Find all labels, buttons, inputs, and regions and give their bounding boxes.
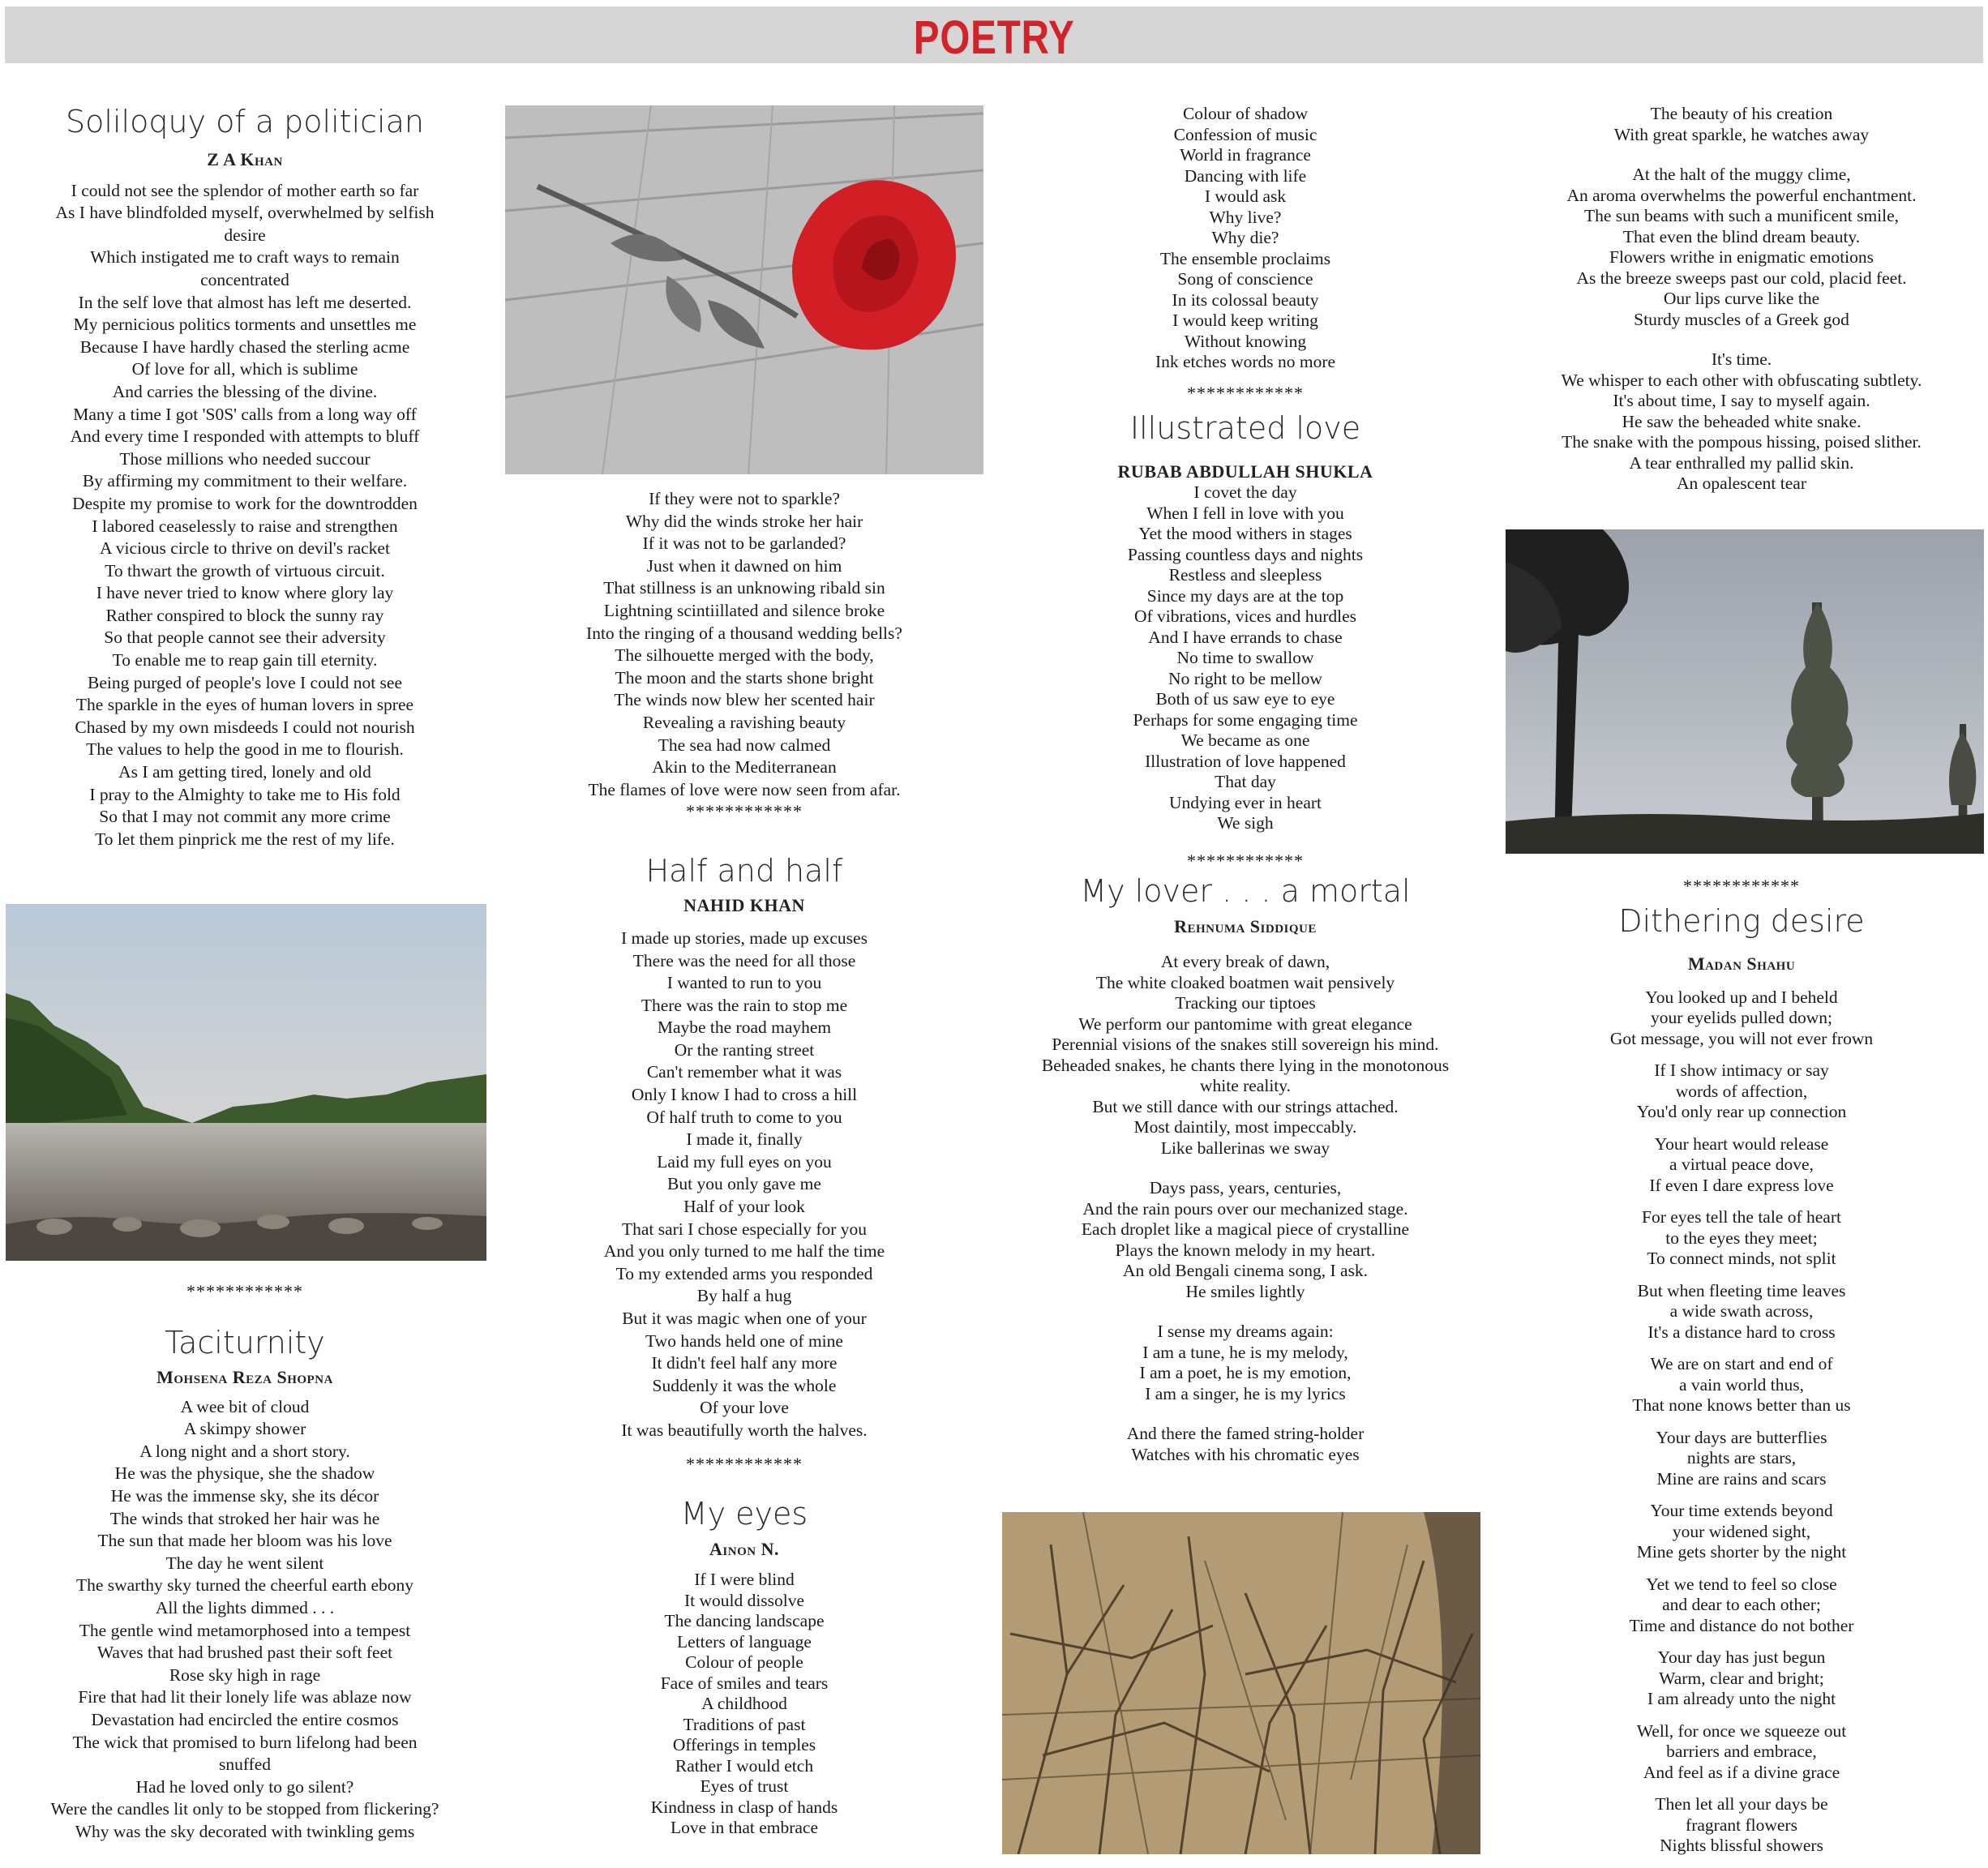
poem-line: There was the rain to stop me <box>641 995 848 1015</box>
poem-title-my-lover: My lover . . . a mortal <box>1080 872 1411 909</box>
poem-line: a vain world thus, <box>1678 1374 1805 1395</box>
poem-line: To thwart the growth of virtuous circuit. <box>105 560 385 581</box>
poem-line: If even I dare express love <box>1649 1175 1834 1195</box>
poem-line: The gentle wind metamorphosed into a tempest <box>79 1620 411 1640</box>
poem-line: A tear enthralled my pallid skin. <box>1629 452 1854 473</box>
poem-body-soliloquy <box>16 180 473 851</box>
poem-line: Why was the sky decorated with twinkling gems <box>75 1821 415 1841</box>
separator-stars: ************ <box>1187 850 1304 871</box>
poem-line: We are on start and end of <box>1650 1354 1833 1374</box>
poem-line: snuffed <box>218 1754 272 1775</box>
poem-title-half-and-half: Half and half <box>645 853 843 889</box>
poem-line: Of half truth to come to you <box>646 1107 842 1127</box>
poem-line: Since my days are at the top <box>1146 585 1344 606</box>
poem-stanza <box>1498 1575 1985 1637</box>
poem-line: Illustration of love happened <box>1145 751 1346 771</box>
poem-line: Restless and sleepless <box>1168 565 1322 585</box>
poem-line: So that people cannot see their adversity <box>104 628 386 648</box>
poem-line: Devastation had encircled the entire cosmos <box>91 1709 399 1729</box>
poem-line: Flowers writhe in enigmatic emotions <box>1609 247 1874 267</box>
rose-image <box>505 105 983 474</box>
poem-line: I could not see the splendor of mother earth so far <box>71 180 419 200</box>
poem-line: Colour of shadow <box>1182 104 1309 123</box>
poem-line: As I am getting tired, lonely and old <box>118 762 371 782</box>
rose-photo <box>505 105 983 474</box>
poem-stanza <box>1498 165 1985 330</box>
poem-author-rubab: RUBAB ABDULLAH SHUKLA <box>1117 461 1373 482</box>
poem-line: nights are stars, <box>1686 1448 1797 1468</box>
poem-line: Just when it dawned on him <box>646 555 842 576</box>
poem-line: For eyes tell the tale of heart <box>1642 1207 1841 1227</box>
poem-line: In its colossal beauty <box>1172 289 1319 310</box>
poem-line: Of your love <box>700 1398 789 1418</box>
poem-stanza <box>1498 1060 1985 1123</box>
poem-line: Laid my full eyes on you <box>657 1151 832 1172</box>
poem-line: Eyes of trust <box>700 1776 789 1797</box>
poem-line: The ensemble proclaims <box>1159 248 1331 268</box>
poem-line: Face of smiles and tears <box>660 1673 829 1693</box>
section-title: POETRY <box>913 11 1075 64</box>
poem-body-my-eyes <box>516 1570 973 1839</box>
poem-line: You'd only rear up connection <box>1636 1102 1847 1122</box>
separator-stars: ************ <box>686 1453 803 1474</box>
poem-line: The sea had now calmed <box>658 735 831 755</box>
poem-line: I have never tried to know where glory lay <box>96 583 394 603</box>
column-3 <box>1002 104 1489 1465</box>
poem-stanza <box>1498 1721 1985 1784</box>
poem-line: The values to help the good in me to flourish. <box>86 739 404 760</box>
poem-line: Our lips curve like the <box>1663 289 1820 308</box>
poem-line: I would ask <box>1204 186 1287 206</box>
poem-line: A skimpy shower <box>183 1419 306 1439</box>
poem-line: Had he loved only to go silent? <box>135 1776 354 1797</box>
poem-line: A long night and a short story. <box>139 1441 350 1461</box>
poem-line: Well, for once we squeeze out <box>1636 1720 1847 1741</box>
poem-title-dithering-desire: Dithering desire <box>1618 903 1865 939</box>
poem-line: words of affection, <box>1675 1081 1808 1101</box>
poem-line: The white cloaked boatmen wait pensively <box>1095 972 1395 992</box>
poem-author-mohsena: Mohsena Reza Shopna <box>156 1366 333 1387</box>
poem-line: Got message, you will not ever frown <box>1609 1028 1874 1048</box>
poem-line: Both of us saw eye to eye <box>1155 689 1335 709</box>
poem-line: Like ballerinas we sway <box>1160 1138 1330 1158</box>
separator-stars: ************ <box>1187 382 1304 403</box>
poem-line: Mine are rains and scars <box>1656 1468 1827 1489</box>
poem-stanza <box>1002 1424 1489 1465</box>
poem-line: We whisper to each other with obfuscating subtlety. <box>1561 370 1922 390</box>
poem-stanza <box>1498 1134 1985 1197</box>
poem-line: And the rain pours over our mechanized stage. <box>1082 1198 1408 1219</box>
poem-line: Revealing a ravishing beauty <box>642 712 846 732</box>
poem-line: Without knowing <box>1184 331 1307 351</box>
poem-line: Mine gets shorter by the night <box>1636 1542 1847 1562</box>
poem-line: It's time. <box>1711 349 1772 369</box>
poem-body-my-lover <box>1002 952 1489 1465</box>
thicket-photo <box>1002 1512 1480 1854</box>
poem-line: That stillness is an unknowing ribald sin <box>603 578 885 598</box>
poem-line: Or the ranting street <box>674 1039 815 1060</box>
poem-line: Offerings in temples <box>672 1735 816 1755</box>
poem-line: He was the immense sky, she its décor <box>110 1485 379 1506</box>
separator-stars: ************ <box>1683 876 1800 896</box>
poem-line: There was the need for all those <box>632 950 856 970</box>
poem-line: If it was not to be garlanded? <box>642 533 846 554</box>
poem-line: A vicious circle to thrive on devil's racket <box>100 538 390 559</box>
poem-line: And feel as if a divine grace <box>1643 1762 1840 1782</box>
poem-title-taciturnity: Taciturnity <box>165 1325 325 1360</box>
poem-line: My pernicious politics torments and unsettles me <box>73 315 417 335</box>
poem-line: Of vibrations, vices and hurdles <box>1133 606 1357 627</box>
stanza-gap <box>1002 1404 1489 1424</box>
column-2 <box>516 488 973 1839</box>
poem-line: to the eyes they meet; <box>1665 1227 1818 1248</box>
poem-line: The winds now blew her scented hair <box>614 690 875 710</box>
poem-line: Maybe the road mayhem <box>657 1018 832 1038</box>
poem-line: The moon and the starts shone bright <box>615 667 874 688</box>
poem-line: And carries the blessing of the divine. <box>112 381 378 401</box>
poem-line: I sense my dreams again: <box>1157 1322 1334 1342</box>
poem-author-madan-shahu: Madan Shahu <box>1687 953 1796 974</box>
poem-line: To connect minds, not split <box>1647 1249 1836 1269</box>
separator-stars: ************ <box>686 801 803 822</box>
poem-title-my-eyes: My eyes <box>680 1495 808 1532</box>
poem-line: And I have errands to chase <box>1148 627 1343 647</box>
poem-stanza <box>1498 1354 1985 1416</box>
poem-author-nahid-khan: NAHID KHAN <box>683 894 805 915</box>
poem-line: To my extended arms you responded <box>615 1263 873 1283</box>
poem-line: your widened sight, <box>1672 1521 1811 1541</box>
poem-body-illustrated-love <box>1002 482 1489 834</box>
poem-line: He was the physique, she the shadow <box>114 1463 375 1484</box>
poem-stanza <box>1498 1428 1985 1490</box>
poem-stanza <box>1002 1178 1489 1302</box>
poem-stanza <box>1498 1501 1985 1563</box>
poem-line: Nights blissful showers <box>1660 1836 1823 1856</box>
trees-image <box>1506 529 1984 854</box>
poem-line: A wee bit of cloud <box>180 1396 310 1416</box>
poem-line: And every time I responded with attempts to bluff <box>70 426 420 447</box>
poem-stanza <box>1498 349 1985 495</box>
poem-line: As I have blindfolded myself, overwhelmed by selfish <box>55 203 435 223</box>
poem-line: We perform our pantomime with great elegance <box>1078 1013 1412 1034</box>
poem-line: Undying ever in heart <box>1168 792 1322 812</box>
poem-line: Kindness in clasp of hands <box>650 1797 838 1817</box>
poem-line: An opalescent tear <box>1677 473 1806 493</box>
poem-line: Your time extends beyond <box>1650 1501 1833 1521</box>
poem-line: Only I know I had to cross a hill <box>631 1085 858 1105</box>
poem-line: When I fell in love with you <box>1146 503 1344 523</box>
poem-line: The sparkle in the eyes of human lovers in spree <box>75 695 414 715</box>
poem-line: If they were not to sparkle? <box>649 489 840 508</box>
poem-stanza <box>1498 1281 1985 1343</box>
poem-stanza <box>1498 1647 1985 1710</box>
poem-line: But we still dance with our strings attached. <box>1092 1096 1399 1116</box>
poem-line: Beheaded snakes, he chants there lying in the monotonous <box>1041 1055 1450 1075</box>
poem-line: Love in that embrace <box>670 1818 819 1838</box>
poem-line: Were the candles lit only to be stopped from flickering? <box>50 1799 439 1819</box>
poem-line: The swarthy sky turned the cheerful earth ebony <box>75 1575 414 1596</box>
poem-line: We became as one <box>1180 730 1310 751</box>
poem-line: A childhood <box>701 1694 787 1714</box>
poem-body-taciturnity <box>16 1396 473 1844</box>
poem-line: Why live? <box>1209 207 1282 227</box>
poem-author-ainon: Ainon N. <box>709 1539 779 1560</box>
column-4-lower <box>1498 876 1985 1868</box>
poem-line: The sun that made her bloom was his love <box>97 1531 392 1551</box>
poem-line: Sturdy muscles of a Greek god <box>1634 309 1849 329</box>
poem-line: Can't remember what it was <box>646 1062 842 1082</box>
poem-stanza <box>1498 1794 1985 1857</box>
poem-line: The day he went silent <box>165 1553 324 1573</box>
poem-line: a wide swath across, <box>1669 1301 1814 1322</box>
poem-line: Waves that had brushed past their soft feet <box>96 1643 393 1663</box>
poem-line: and dear to each other; <box>1662 1595 1821 1615</box>
poem-line: Song of conscience <box>1177 269 1313 289</box>
poem-line: Many a time I got 'S0S' calls from a long way off <box>73 404 417 424</box>
poem-line: Perhaps for some engaging time <box>1133 709 1358 730</box>
poem-line: The winds that stroked her hair was he <box>109 1508 380 1528</box>
section-banner <box>5 6 1983 63</box>
poem-line: Lightning scintiillated and silence broke <box>603 600 885 620</box>
poem-line: By affirming my commitment to their welfare. <box>82 471 408 491</box>
poem-line: Time and distance do not bother <box>1629 1615 1854 1635</box>
poem-line: And there the famed string-holder <box>1126 1424 1365 1444</box>
poem-line: Then let all your days be <box>1655 1794 1828 1814</box>
poem-body-dithering-desire <box>1498 988 1985 1857</box>
poem-line: Rose sky high in rage <box>169 1664 321 1685</box>
poem-line: Your days are butterflies <box>1656 1427 1827 1447</box>
poem-line: Letters of language <box>677 1631 812 1652</box>
poem-line: The dancing landscape <box>664 1611 825 1631</box>
stanza-gap <box>1498 330 1985 349</box>
stanza-gap <box>1002 1302 1489 1322</box>
stanza-gap <box>1002 1159 1489 1178</box>
stanza-gap <box>1498 145 1985 165</box>
poem-line: The wick that promised to burn lifelong had been <box>72 1732 418 1752</box>
poem-line: Suddenly it was the whole <box>652 1375 837 1395</box>
poem-title-soliloquy: Soliloquy of a politician <box>66 104 424 139</box>
column-4 <box>1498 104 1985 495</box>
poem-line: I wanted to run to you <box>666 973 822 993</box>
poem-line: It was beautifully worth the halves. <box>621 1420 868 1440</box>
poem-line: I am a poet, he is my emotion, <box>1139 1363 1352 1383</box>
poem-line: If I were blind <box>694 1570 795 1590</box>
poem-line: No time to swallow <box>1176 648 1314 668</box>
poem-line: Why did the winds stroke her hair <box>625 511 863 531</box>
poem-line: I would keep writing <box>1172 311 1318 330</box>
poem-line: That day <box>1215 772 1276 792</box>
poem-line: Days pass, years, centuries, <box>1149 1178 1342 1198</box>
poem-stanza <box>1498 1207 1985 1270</box>
trees-photo <box>1506 529 1984 854</box>
poem-line: To enable me to reap gain till eternity. <box>112 650 378 671</box>
poem-line: Ink etches words no more <box>1155 352 1336 371</box>
poem-line: Colour of people <box>685 1652 803 1673</box>
poem-line: Dancing with life <box>1184 165 1307 186</box>
thicket-image <box>1002 1512 1480 1854</box>
poem-line: But it was magic when one of your <box>622 1309 867 1328</box>
poem-line: The snake with the pompous hissing, poised slither. <box>1562 432 1922 452</box>
poem-body-taciturnity-continued <box>516 488 973 801</box>
poem-line: Chased by my own misdeeds I could not nourish <box>75 717 415 737</box>
poem-line: World in fragrance <box>1180 145 1311 165</box>
poem-line: It would dissolve <box>683 1590 805 1610</box>
poem-line: Being purged of people's love I could not see <box>88 672 402 692</box>
poem-line: Of love for all, which is sublime <box>131 359 358 379</box>
poem-line: Rather I would etch <box>675 1755 814 1776</box>
poem-line: I made up stories, made up excuses <box>621 928 868 948</box>
poem-line: Because I have hardly chased the sterling acme <box>79 336 410 357</box>
poem-line: Akin to the Mediterranean <box>652 757 837 778</box>
column-1 <box>16 104 473 850</box>
poem-line: You looked up and I beheld <box>1645 987 1838 1007</box>
poem-stanza <box>1498 988 1985 1050</box>
poem-line: Despite my promise to work for the downtrodden <box>72 493 418 513</box>
poem-line: Watches with his chromatic eyes <box>1131 1444 1360 1464</box>
poem-line: barriers and embrace, <box>1666 1742 1817 1762</box>
poem-line: Fire that had lit their lonely life was ablaze now <box>78 1687 412 1707</box>
poem-body-my-lover-continued <box>1498 104 1985 495</box>
poem-line: Each droplet like a magical piece of crystalline <box>1081 1219 1410 1240</box>
poem-line: That even the blind dream beauty. <box>1622 226 1861 246</box>
poem-line: Two hands held one of mine <box>645 1330 843 1351</box>
poem-line: I am already unto the night <box>1647 1689 1836 1709</box>
poem-line: Why die? <box>1211 228 1279 247</box>
poem-line: The silhouette merged with the body, <box>615 645 874 666</box>
poem-line: But when fleeting time leaves <box>1637 1280 1846 1300</box>
poem-title-illustrated-love: Illustrated love <box>1129 409 1361 446</box>
poem-stanza <box>1002 952 1489 1159</box>
poem-line: Your heart would release <box>1654 1133 1829 1154</box>
poem-line: Half of your look <box>683 1197 805 1217</box>
poem-line: That none knows better than us <box>1632 1395 1851 1416</box>
poem-line: fragrant flowers <box>1686 1814 1797 1835</box>
poem-line: Yet we tend to feel so close <box>1646 1574 1837 1594</box>
poem-line: Tracking our tiptoes <box>1175 993 1316 1013</box>
poem-line: I made it, finally <box>686 1129 803 1150</box>
poem-line: Perennial visions of the snakes still sovereign his mind. <box>1052 1035 1439 1055</box>
poem-line: At every break of dawn, <box>1160 952 1330 972</box>
poem-stanza <box>1498 104 1985 145</box>
poem-line: By half a hug <box>696 1286 792 1306</box>
poem-line: If I show intimacy or say <box>1654 1060 1829 1081</box>
poem-line: Confession of music <box>1173 124 1317 144</box>
poem-line: At the halt of the muggy clime, <box>1632 165 1851 184</box>
lake-image <box>6 904 486 1261</box>
poem-line: I am a tune, he is my melody, <box>1142 1342 1348 1362</box>
poem-line: As the breeze sweeps past our cold, placid feet. <box>1576 268 1907 288</box>
poem-line: He smiles lightly <box>1185 1281 1305 1301</box>
poem-line: An old Bengali cinema song, I ask. <box>1122 1261 1369 1281</box>
poem-line: That sari I chose especially for you <box>621 1219 868 1239</box>
poem-body-my-eyes-continued <box>1002 104 1489 373</box>
poem-line: Into the ringing of a thousand wedding bells? <box>586 623 902 643</box>
poem-line: The flames of love were now seen from afar. <box>588 779 901 799</box>
poem-line: I labored ceaselessly to raise and strengthen <box>92 516 398 536</box>
poem-line: concentrated <box>200 269 289 289</box>
poem-line: Yet the mood withers in stages <box>1138 524 1352 544</box>
poem-line: your eyelids pulled down; <box>1651 1008 1832 1028</box>
poem-line: The sun beams with such a munificent smile, <box>1583 206 1900 225</box>
poem-line: Warm, clear and bright; <box>1659 1668 1824 1688</box>
poem-line: All the lights dimmed . . . <box>155 1597 335 1617</box>
poem-line: Rather conspired to block the sunny ray <box>105 605 384 625</box>
poem-line: No right to be mellow <box>1168 668 1322 688</box>
poem-line: I am a singer, he is my lyrics <box>1145 1383 1346 1403</box>
poem-line: I pray to the Almighty to take me to His fold <box>89 784 401 804</box>
poem-line: Your day has just begun <box>1657 1647 1826 1668</box>
poem-author-rehnuma: Rehnuma Siddique <box>1174 916 1317 937</box>
poem-line: desire <box>224 225 266 245</box>
poem-line: In the self love that almost has left me deserted. <box>78 292 412 312</box>
poem-line: He saw the beheaded white snake. <box>1622 411 1862 431</box>
poem-line: It's a distance hard to cross <box>1647 1322 1836 1342</box>
poem-line: Plays the known melody in my heart. <box>1115 1240 1376 1260</box>
column-1-lower <box>16 1281 473 1843</box>
poem-line: To let them pinprick me the rest of my life. <box>95 829 395 849</box>
lake-photo <box>6 904 486 1261</box>
poem-line: It didn't feel half any more <box>651 1353 838 1373</box>
poem-line: Passing countless days and nights <box>1127 544 1364 564</box>
poem-line: An aroma overwhelms the powerful enchantment. <box>1566 185 1917 205</box>
poem-line: We sigh <box>1217 813 1274 833</box>
poem-body-half-and-half <box>516 928 973 1442</box>
poem-line: I covet the day <box>1193 482 1297 503</box>
poem-line: a virtual peace dove, <box>1669 1155 1814 1175</box>
poem-line: Those millions who needed succour <box>119 448 371 469</box>
poem-line: And you only turned to me half the time <box>603 1241 885 1262</box>
poem-author-za-khan: Z A Khan <box>207 148 283 169</box>
poem-line: Most daintily, most impeccably. <box>1133 1117 1357 1138</box>
poem-line: The beauty of his creation <box>1650 104 1833 123</box>
poem-line: With great sparkle, he watches away <box>1613 124 1870 144</box>
poem-line: Traditions of past <box>683 1714 806 1734</box>
separator-stars: ************ <box>186 1281 303 1301</box>
poem-line: It's about time, I say to myself again. <box>1613 391 1870 410</box>
poem-line: But you only gave me <box>667 1174 821 1194</box>
poem-line: So that I may not commit any more crime <box>99 807 391 827</box>
poem-line: white reality. <box>1199 1076 1292 1096</box>
poem-stanza <box>1002 1322 1489 1404</box>
poem-line: Which instigated me to craft ways to remain <box>90 247 400 268</box>
